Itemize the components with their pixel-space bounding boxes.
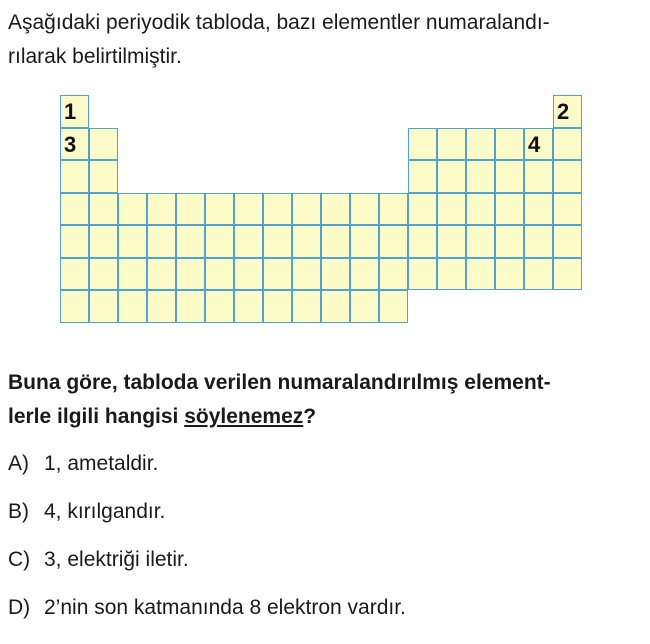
table-cell xyxy=(379,290,408,323)
table-cell xyxy=(350,258,379,291)
option-c[interactable] xyxy=(8,548,644,572)
table-cell xyxy=(234,225,263,258)
question-keyword: söylenemez xyxy=(184,405,304,428)
table-cell xyxy=(292,258,321,291)
table-cell xyxy=(118,225,147,258)
table-cell xyxy=(89,225,118,258)
table-cell xyxy=(321,193,350,226)
element-number-label: 3 xyxy=(64,131,77,157)
table-cell xyxy=(524,193,553,226)
table-cell xyxy=(118,290,147,323)
table-cell xyxy=(205,258,234,291)
table-cell xyxy=(89,128,118,161)
table-cell xyxy=(89,193,118,226)
table-cell xyxy=(292,290,321,323)
table-cell xyxy=(379,193,408,226)
table-cell xyxy=(495,225,524,258)
question-intro xyxy=(8,6,644,74)
table-cell xyxy=(176,258,205,291)
table-cell xyxy=(147,290,176,323)
element-number-label: 1 xyxy=(64,99,77,124)
table-cell xyxy=(495,128,524,161)
table-cell xyxy=(234,290,263,323)
table-cell xyxy=(466,258,495,291)
table-cell xyxy=(466,193,495,226)
table-cell xyxy=(437,128,466,161)
table-cell xyxy=(379,225,408,258)
question-mark: ? xyxy=(303,405,317,428)
intro-line-1: Aşağıdaki periyodik tabloda, bazı elementler numaralandı- xyxy=(8,11,550,34)
table-cell xyxy=(205,193,234,226)
table-cell xyxy=(524,225,553,258)
table-cell xyxy=(60,95,89,128)
table-cell xyxy=(89,258,118,291)
table-cell xyxy=(292,225,321,258)
table-cell xyxy=(466,160,495,193)
table-cell xyxy=(118,193,147,226)
option-a[interactable] xyxy=(8,452,644,476)
option-c-text: 3, elektriği iletir. xyxy=(44,548,189,571)
intro-line-2: rılarak belirtilmiştir. xyxy=(8,45,182,68)
table-cell xyxy=(263,258,292,291)
table-cell xyxy=(321,225,350,258)
table-cell xyxy=(263,193,292,226)
option-b-text: 4, kırılgandır. xyxy=(44,500,166,523)
table-cell xyxy=(60,225,89,258)
option-b-letter: B) xyxy=(8,500,29,523)
table-cell xyxy=(147,225,176,258)
table-cell xyxy=(60,258,89,291)
option-a-text: 1, ametaldir. xyxy=(44,452,159,475)
option-b[interactable] xyxy=(8,500,644,524)
table-cell xyxy=(350,225,379,258)
table-cell xyxy=(234,258,263,291)
table-cell xyxy=(118,258,147,291)
table-cell xyxy=(466,128,495,161)
table-cell xyxy=(350,193,379,226)
table-cell xyxy=(553,95,582,128)
table-cell xyxy=(495,193,524,226)
table-cell xyxy=(176,225,205,258)
table-cell xyxy=(408,128,437,161)
table-cell xyxy=(60,193,89,226)
element-number-label: 2 xyxy=(557,99,570,124)
table-cell xyxy=(263,225,292,258)
question-line-2-start: lerle ilgili hangisi xyxy=(8,405,185,428)
option-c-letter: C) xyxy=(8,548,31,571)
table-cell xyxy=(321,258,350,291)
table-cell xyxy=(437,193,466,226)
table-cell xyxy=(524,128,553,161)
table-cell xyxy=(437,258,466,291)
table-cell xyxy=(205,290,234,323)
table-cell xyxy=(147,258,176,291)
table-cell xyxy=(408,160,437,193)
table-cell xyxy=(408,225,437,258)
table-cell xyxy=(553,160,582,193)
element-number-label: 4 xyxy=(528,131,541,157)
table-cell xyxy=(263,290,292,323)
question-line-1: Buna göre, tabloda verilen numaralandırılmış element- xyxy=(8,371,551,394)
table-cell xyxy=(234,193,263,226)
question-stem xyxy=(8,366,644,434)
table-cell xyxy=(176,290,205,323)
table-cell xyxy=(350,290,379,323)
question-line-2 xyxy=(8,400,644,434)
table-cell xyxy=(176,193,205,226)
table-cell xyxy=(60,160,89,193)
table-cell xyxy=(147,193,176,226)
option-d[interactable] xyxy=(8,596,644,620)
table-cell xyxy=(437,225,466,258)
table-cell xyxy=(321,290,350,323)
table-cell xyxy=(495,160,524,193)
option-a-letter: A) xyxy=(8,452,29,475)
option-d-letter: D) xyxy=(8,596,31,619)
table-cell xyxy=(205,225,234,258)
table-cell xyxy=(408,258,437,291)
table-cell xyxy=(437,160,466,193)
table-cell xyxy=(553,193,582,226)
table-cell xyxy=(292,193,321,226)
table-cell xyxy=(60,290,89,323)
table-cell xyxy=(408,193,437,226)
answer-options xyxy=(8,452,644,644)
table-cell xyxy=(495,258,524,291)
option-d-text: 2’nin son katmanında 8 elektron vardır. xyxy=(44,596,406,619)
table-cell xyxy=(89,290,118,323)
table-cell xyxy=(379,258,408,291)
table-cell xyxy=(553,258,582,291)
table-cell xyxy=(60,128,89,161)
table-cell xyxy=(524,160,553,193)
table-cell xyxy=(89,160,118,193)
table-cell xyxy=(466,225,495,258)
table-cell xyxy=(553,128,582,161)
table-cell xyxy=(553,225,582,258)
table-cell xyxy=(524,258,553,291)
